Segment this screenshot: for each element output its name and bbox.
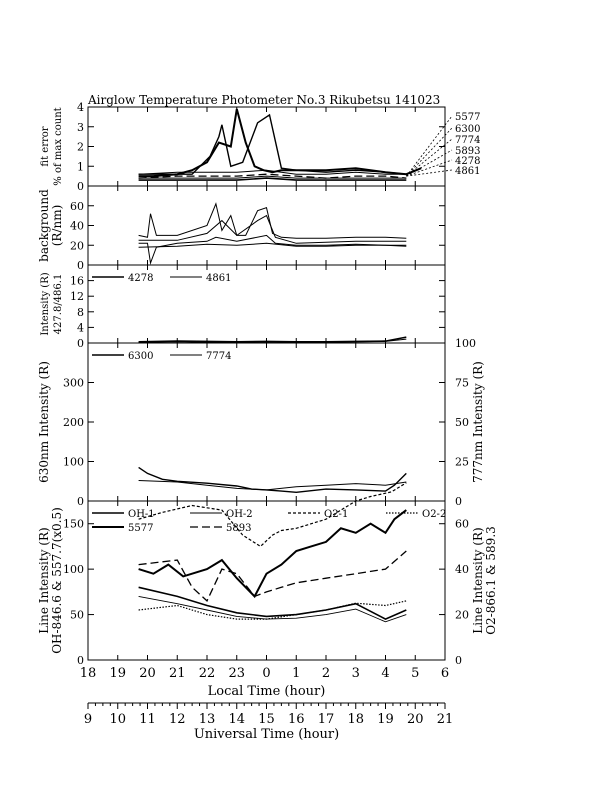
y-tick-label: 50 xyxy=(70,608,84,622)
local-time-tick-label: 0 xyxy=(262,666,271,681)
universal-time-tick-label: 13 xyxy=(198,712,216,727)
y-tick-label: 12 xyxy=(70,290,84,304)
legend-label: 7774 xyxy=(455,135,481,146)
y-tick-label: 0 xyxy=(77,180,84,193)
series-line-5893 xyxy=(139,551,407,601)
local-time-tick-label: 18 xyxy=(79,666,97,681)
y-tick-label: 16 xyxy=(70,274,84,288)
local-time-tick-label: 5 xyxy=(411,666,420,681)
legend-label: O2-1 xyxy=(324,509,349,520)
legend-label: OH-2 xyxy=(226,509,253,520)
series-line-5577 xyxy=(139,109,422,176)
local-time-tick-label: 22 xyxy=(198,666,216,681)
series-line-4278 xyxy=(139,337,407,342)
y-axis-label: Line Intensity (R) xyxy=(37,527,51,634)
y-tick-label-right: 40 xyxy=(455,563,469,577)
y-tick-label-right: 60 xyxy=(455,517,469,531)
y-tick-label-right: 20 xyxy=(455,608,469,622)
legend-label: O2-2 xyxy=(422,509,447,520)
y-axis-label-right: Line Intensity (R) xyxy=(471,527,485,634)
legend-label: 7774 xyxy=(206,351,232,362)
y-axis-label: 427.8/486.1 xyxy=(53,273,64,335)
panel-frame xyxy=(88,186,445,265)
legend-label: 5577 xyxy=(455,112,481,123)
panel-red_lines xyxy=(37,337,485,508)
y-tick-label: 300 xyxy=(63,376,84,390)
series-line-bg1 xyxy=(139,204,407,239)
chart-title: Airglow Temperature Photometer No.3 Rikubetsu 141023 xyxy=(88,93,441,107)
y-tick-label: 2 xyxy=(77,140,84,154)
series-line-5577 xyxy=(139,510,407,596)
y-tick-label: 100 xyxy=(63,563,84,577)
panel-line_intensity xyxy=(37,483,498,667)
y-tick-label: 40 xyxy=(70,219,84,233)
series-line-OH-1 xyxy=(139,587,407,619)
y-tick-label: 20 xyxy=(70,239,84,253)
y-axis-label-right: O2-866.1 & 589.3 xyxy=(484,526,498,635)
local-time-tick-label: 3 xyxy=(351,666,360,681)
local-time-tick-label: 23 xyxy=(228,666,246,681)
local-time-tick-label: 6 xyxy=(440,666,450,681)
y-tick-label: 150 xyxy=(63,517,84,531)
y-axis-label: Intensity (R) xyxy=(40,272,51,336)
y-tick-label-right: 0 xyxy=(455,654,462,667)
y-tick-label: 0 xyxy=(77,654,84,667)
universal-time-tick-label: 20 xyxy=(406,712,424,727)
panel-frame xyxy=(88,343,445,501)
legend-label: 6300 xyxy=(455,124,481,135)
y-axis-label: background xyxy=(37,189,51,262)
universal-time-tick-label: 14 xyxy=(228,712,246,727)
universal-time-tick-label: 21 xyxy=(436,712,454,727)
universal-time-tick-label: 18 xyxy=(347,712,365,727)
local-time-tick-label: 4 xyxy=(381,666,390,681)
local-time-tick-label: 21 xyxy=(168,666,186,681)
universal-time-tick-label: 11 xyxy=(139,712,156,727)
y-axis-label: % of max count xyxy=(53,107,64,186)
y-axis-label: fit error xyxy=(40,126,51,167)
y-axis-label-right: 777nm Intensity (R) xyxy=(471,361,485,483)
local-time-tick-label: 2 xyxy=(321,666,331,681)
y-tick-label: 4 xyxy=(77,321,84,335)
y-tick-label: 100 xyxy=(63,455,84,469)
y-tick-label: 60 xyxy=(70,199,84,213)
series-line-7774 xyxy=(139,481,407,490)
universal-time-tick-label: 16 xyxy=(287,712,305,727)
y-axis-label: OH-846.6 & 557.7(x0.5) xyxy=(50,507,64,654)
legend-label: 5893 xyxy=(455,146,481,157)
panel-fit_error xyxy=(40,101,480,193)
series-line-bg4 xyxy=(139,243,407,247)
y-tick-label-right: 0 xyxy=(455,495,462,508)
local-time-tick-label: 1 xyxy=(292,666,301,681)
legend-label: OH-1 xyxy=(128,509,155,520)
y-tick-label-right: 50 xyxy=(455,416,469,429)
series-line-6300 xyxy=(139,115,422,174)
y-tick-label: 0 xyxy=(77,495,84,508)
universal-time-tick-label: 15 xyxy=(258,712,275,727)
universal-time-tick-label: 10 xyxy=(109,712,127,727)
universal-time-tick-label: 9 xyxy=(83,712,93,727)
universal-time-tick-label: 19 xyxy=(377,712,394,727)
y-tick-label-right: 100 xyxy=(455,337,476,350)
legend-label: 4278 xyxy=(455,156,481,167)
series-line-O2-1 xyxy=(139,483,407,547)
universal-time-tick-label: 17 xyxy=(317,712,335,727)
local-time-tick-label: 19 xyxy=(109,666,127,681)
y-tick-label: 3 xyxy=(77,120,84,134)
y-tick-label: 8 xyxy=(77,305,84,319)
legend-label: 4861 xyxy=(206,273,232,284)
panel-blue_lines xyxy=(40,265,445,350)
y-tick-label: 0 xyxy=(77,259,84,272)
legend-label: 6300 xyxy=(128,351,154,362)
series-line-bg2 xyxy=(139,216,407,244)
local-time-axis-label: Local Time (hour) xyxy=(207,684,326,699)
y-tick-label-right: 75 xyxy=(455,376,469,390)
legend-label: 4278 xyxy=(128,273,154,284)
y-tick-label: 4 xyxy=(77,101,84,114)
universal-time-tick-label: 12 xyxy=(168,712,186,727)
y-axis-label: 630nm Intensity (R) xyxy=(37,361,51,483)
y-tick-label: 0 xyxy=(77,337,84,350)
local-time-tick-label: 20 xyxy=(139,666,156,681)
legend-label: 5577 xyxy=(128,523,154,534)
y-tick-label-right: 25 xyxy=(455,455,469,469)
series-line-6300 xyxy=(139,467,407,492)
y-axis-label: (R/nm) xyxy=(50,204,64,247)
legend-label: 5893 xyxy=(226,523,252,534)
y-tick-label: 200 xyxy=(63,416,84,429)
universal-time-axis-label: Universal Time (hour) xyxy=(193,727,340,742)
panel-background xyxy=(37,186,445,272)
y-tick-label: 1 xyxy=(77,160,84,174)
legend-label: 4861 xyxy=(455,166,481,177)
